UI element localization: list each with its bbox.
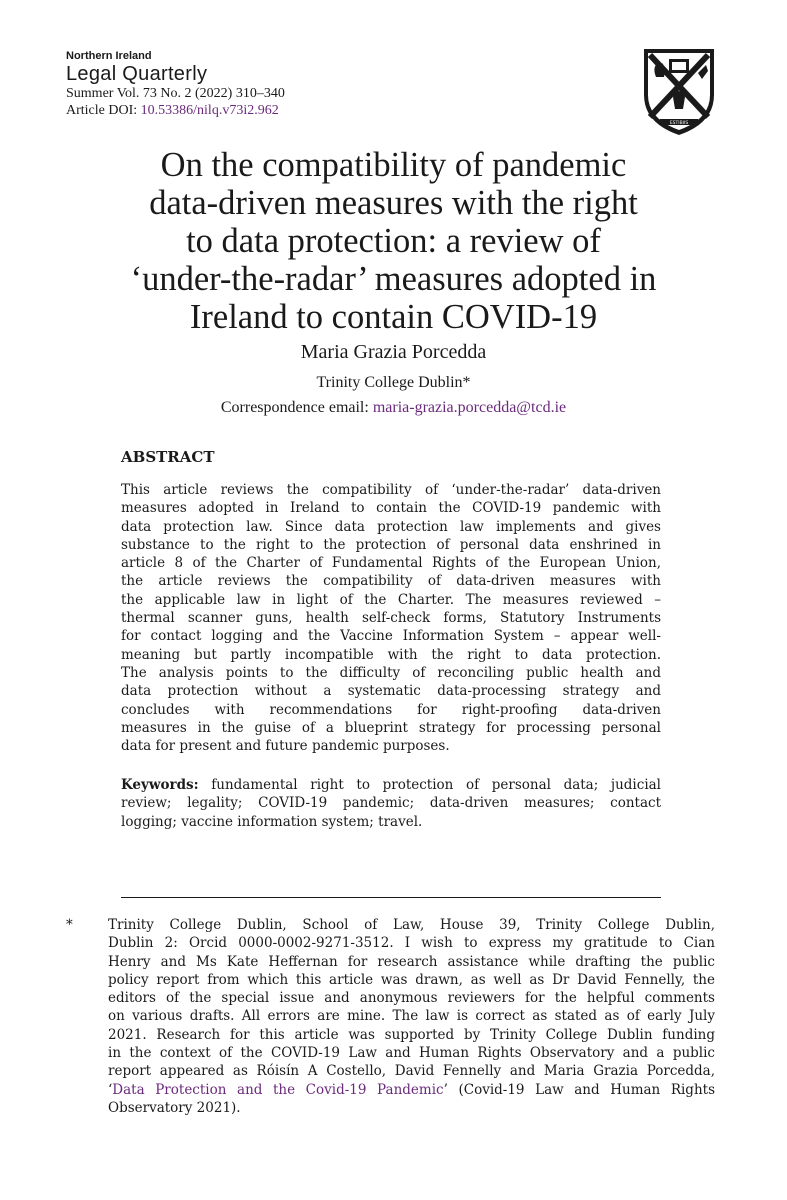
keywords-text: fundamental right to protection of personal data; judicial [198, 777, 661, 793]
journal-masthead [66, 50, 285, 119]
title-line: ‘under-the-radar’ measures adopted in [130, 260, 657, 298]
keywords-line: review; legality; COVID-19 pandemic; data-driven measures; contact [121, 795, 661, 812]
footnote-line: editors of the special issue and anonymous reviewers for the helpful comments [108, 990, 715, 1007]
doi-link[interactable]: 10.53386/nilq.v73i2.962 [140, 103, 279, 118]
report-link[interactable]: Data Protection and the Covid-19 Pandemic [112, 1081, 444, 1098]
article-title [60, 146, 727, 336]
footnote-line: Trinity College Dublin, School of Law, House 39, Trinity College Dublin, [108, 917, 715, 933]
correspondence-email [0, 398, 787, 418]
abstract-line: the article reviews the compatibility of data-driven measures with [121, 573, 661, 590]
footnote-line: Dublin 2: Orcid 0000-0002-9271-3512. I wish to express my gratitude to Cian [108, 935, 715, 952]
footnote-line: Observatory 2021). [108, 1099, 241, 1116]
abstract-line: for contact logging and the Vaccine Information System – appear well- [121, 628, 661, 645]
abstract-heading: ABSTRACT [121, 448, 215, 466]
abstract-body [121, 481, 661, 755]
footnote-marker: * [66, 917, 73, 933]
keywords-line [121, 776, 661, 794]
abstract-line: The analysis points to the difficulty of reconciling public health and [121, 664, 661, 681]
journal-name-line1: Northern Ireland [66, 50, 152, 62]
title-line: Ireland to contain COVID-19 [189, 298, 598, 336]
author-affiliation: Trinity College Dublin* [316, 374, 471, 391]
keywords-line: logging; vaccine information system; travel. [121, 813, 423, 830]
footnote-line: policy report from which this article was drawn, as well as Dr David Fennelly, the [108, 971, 715, 988]
doi-label: Article DOI: [66, 103, 141, 118]
footnote-line: on various drafts. All errors are mine. The law is correct as stated as of early July [108, 1008, 715, 1025]
abstract-line: concludes with recommendations for right-proofing data-driven [121, 701, 661, 718]
keywords-label: Keywords: [121, 777, 199, 793]
email-link[interactable]: maria-grazia.porcedda@tcd.ie [372, 399, 567, 416]
author-name: Maria Grazia Porcedda [300, 341, 487, 363]
abstract-line: substance to the right to the protection of personal data enshrined in [121, 536, 661, 553]
abstract-line: This article reviews the compatibility of ‘under-the-radar’ data-driven [121, 482, 661, 498]
footnote-line: Henry and Ms Kate Heffernan for research assistance while drafting the public [108, 953, 715, 970]
footnote-quote-open: ‘ [108, 1081, 113, 1098]
title-line: to data protection: a review of [186, 222, 601, 260]
abstract-line: meaning but partly incompatible with the right to data protection. [121, 646, 661, 663]
journal-name-line2: Legal Quarterly [66, 63, 208, 85]
abstract-line: data protection law. Since data protection law implements and gives [121, 518, 661, 535]
abstract-line: measures adopted in Ireland to contain the COVID-19 pandemic with [121, 500, 661, 517]
article-doi [66, 102, 285, 119]
crest-motto: ESTIBIIS [669, 121, 689, 126]
footnote-line: in the context of the COVID-19 Law and Human Rights Observatory and a public [108, 1045, 715, 1062]
footnote-quote-close: ’ (Covid-19 Law and Human Rights [443, 1081, 715, 1098]
abstract-line: data for present and future pandemic purposes. [121, 738, 450, 755]
university-crest-logo [638, 45, 720, 137]
email-label: Correspondence email: [220, 399, 373, 416]
footnote-divider [121, 897, 661, 898]
abstract-line: measures in the guise of a blueprint strategy for processing personal [121, 719, 661, 736]
keywords [121, 776, 661, 831]
abstract-line: the applicable law in light of the Charter. The measures reviewed – [121, 591, 661, 608]
title-line: On the compatibility of pandemic [160, 146, 627, 184]
abstract-line: thermal scanner guns, health self-check forms, Statutory Instruments [121, 610, 661, 627]
abstract-line: article 8 of the Charter of Fundamental Rights of the European Union, [121, 555, 661, 572]
footnote-line: 2021. Research for this article was supported by Trinity College Dublin funding [108, 1026, 715, 1043]
abstract-line: data protection without a systematic data-processing strategy and [121, 683, 661, 700]
footnote-line [108, 1081, 715, 1099]
title-line: data-driven measures with the right [149, 184, 638, 222]
footnote-body [108, 916, 715, 1117]
journal-volume: Summer Vol. 73 No. 2 (2022) 310–340 [66, 86, 285, 101]
footnote-line: report appeared as Róisín A Costello, David Fennelly and Maria Grazia Porcedda, [108, 1063, 715, 1080]
